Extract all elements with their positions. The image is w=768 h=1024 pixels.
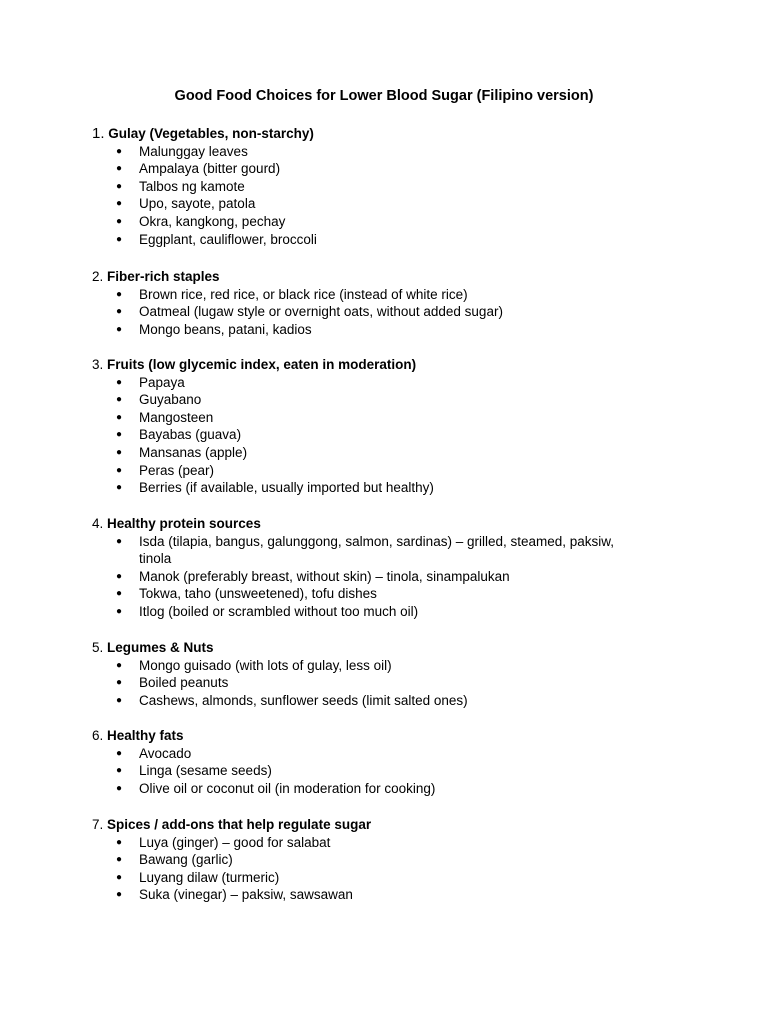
bullet-icon: ● bbox=[116, 765, 123, 777]
section-number: 7. bbox=[92, 817, 104, 832]
bullet-icon: ● bbox=[116, 570, 123, 582]
list-item-text: Luyang dilaw (turmeric) bbox=[139, 869, 280, 885]
list-item bbox=[92, 886, 639, 904]
list-item bbox=[92, 533, 639, 568]
section-4 bbox=[92, 515, 692, 621]
bullet-list bbox=[92, 657, 692, 710]
list-item bbox=[92, 213, 639, 231]
list-item-text: Oatmeal (lugaw style or overnight oats, without added sugar) bbox=[139, 304, 503, 320]
list-item-text: Avocado bbox=[139, 745, 192, 761]
list-item-text: Suka (vinegar) – paksiw, sawsawan bbox=[139, 887, 353, 903]
list-item-text: Bayabas (guava) bbox=[139, 427, 242, 443]
bullet-icon: ● bbox=[116, 163, 123, 175]
bullet-icon: ● bbox=[116, 836, 123, 848]
section-title: Fiber-rich staples bbox=[107, 269, 220, 284]
list-item bbox=[92, 585, 639, 603]
list-item-text: Guyabano bbox=[139, 392, 202, 408]
list-item bbox=[92, 426, 639, 444]
bullet-icon: ● bbox=[116, 233, 123, 245]
list-item bbox=[92, 780, 639, 798]
list-item-text: Eggplant, cauliflower, broccoli bbox=[139, 231, 317, 247]
section-heading bbox=[92, 816, 692, 834]
list-item bbox=[92, 391, 639, 409]
bullet-icon: ● bbox=[116, 394, 123, 406]
section-number: 4. bbox=[92, 516, 104, 531]
bullet-icon: ● bbox=[116, 889, 123, 901]
bullet-icon: ● bbox=[116, 411, 123, 423]
list-item-text: Isda (tilapia, bangus, galunggong, salmon, sardinas) – grilled, steamed, paksiw, tinola bbox=[139, 533, 615, 567]
section-number: 3. bbox=[92, 357, 104, 372]
list-item bbox=[92, 603, 639, 621]
list-item-text: Brown rice, red rice, or black rice (instead of white rice) bbox=[139, 286, 468, 302]
list-item-text: Malunggay leaves bbox=[139, 143, 248, 159]
list-item-text: Peras (pear) bbox=[139, 462, 215, 478]
list-item-text: Bawang (garlic) bbox=[139, 852, 233, 868]
section-heading bbox=[92, 639, 692, 657]
list-item-text: Olive oil or coconut oil (in moderation for cooking) bbox=[139, 780, 436, 796]
list-item-text: Talbos ng kamote bbox=[139, 178, 245, 194]
bullet-icon: ● bbox=[116, 747, 123, 759]
bullet-icon: ● bbox=[116, 782, 123, 794]
bullet-list bbox=[92, 533, 692, 621]
section-heading bbox=[92, 356, 692, 374]
bullet-icon: ● bbox=[116, 446, 123, 458]
list-item-text: Mansanas (apple) bbox=[139, 444, 248, 460]
list-item bbox=[92, 568, 639, 586]
list-item bbox=[92, 444, 639, 462]
section-title: Healthy protein sources bbox=[107, 516, 261, 531]
list-item bbox=[92, 143, 639, 161]
section-1 bbox=[92, 125, 692, 248]
section-number: 2. bbox=[92, 269, 104, 284]
bullet-icon: ● bbox=[116, 677, 123, 689]
bullet-icon: ● bbox=[116, 854, 123, 866]
bullet-icon: ● bbox=[116, 659, 123, 671]
section-3 bbox=[92, 356, 692, 497]
list-item bbox=[92, 160, 639, 178]
bullet-list bbox=[92, 745, 692, 798]
bullet-icon: ● bbox=[116, 215, 123, 227]
list-item bbox=[92, 834, 639, 852]
bullet-icon: ● bbox=[116, 871, 123, 883]
list-item-text: Linga (sesame seeds) bbox=[139, 763, 272, 779]
bullet-icon: ● bbox=[116, 306, 123, 318]
list-item bbox=[92, 374, 639, 392]
bullet-icon: ● bbox=[116, 588, 123, 600]
list-item bbox=[92, 286, 639, 304]
bullet-list bbox=[92, 834, 692, 904]
section-title: Legumes & Nuts bbox=[107, 640, 214, 655]
section-heading bbox=[92, 268, 692, 286]
list-item-text: Mongo guisado (with lots of gulay, less oil) bbox=[139, 657, 392, 673]
section-heading bbox=[92, 727, 692, 745]
section-title: Fruits (low glycemic index, eaten in moderation) bbox=[107, 357, 417, 372]
bullet-list bbox=[92, 143, 692, 249]
list-item-text: Boiled peanuts bbox=[139, 675, 229, 691]
list-item bbox=[92, 851, 639, 869]
section-5 bbox=[92, 639, 692, 709]
list-item-text: Cashews, almonds, sunflower seeds (limit salted ones) bbox=[139, 692, 468, 708]
list-item bbox=[92, 692, 639, 710]
list-item-text: Itlog (boiled or scrambled without too much oil) bbox=[139, 603, 419, 619]
list-item bbox=[92, 479, 639, 497]
list-item bbox=[92, 231, 639, 249]
list-item-text: Papaya bbox=[139, 374, 185, 390]
bullet-icon: ● bbox=[116, 288, 123, 300]
section-heading bbox=[92, 125, 692, 143]
list-item bbox=[92, 409, 639, 427]
list-item bbox=[92, 745, 639, 763]
bullet-icon: ● bbox=[116, 605, 123, 617]
list-item bbox=[92, 762, 639, 780]
bullet-list bbox=[92, 374, 692, 497]
list-item-text: Tokwa, taho (unsweetened), tofu dishes bbox=[139, 586, 377, 602]
bullet-icon: ● bbox=[116, 323, 123, 335]
bullet-icon: ● bbox=[116, 694, 123, 706]
section-number: 1. bbox=[92, 125, 105, 142]
section-heading bbox=[92, 515, 692, 533]
list-item-text: Ampalaya (bitter gourd) bbox=[139, 161, 281, 177]
list-item bbox=[92, 195, 639, 213]
bullet-icon: ● bbox=[116, 429, 123, 441]
section-title: Gulay (Vegetables, non-starchy) bbox=[108, 126, 314, 141]
list-item-text: Okra, kangkong, pechay bbox=[139, 213, 286, 229]
document-title: Good Food Choices for Lower Blood Sugar (Filipino version) bbox=[174, 88, 594, 104]
bullet-icon: ● bbox=[116, 376, 123, 388]
list-item bbox=[92, 303, 639, 321]
section-7 bbox=[92, 816, 692, 904]
list-item-text: Manok (preferably breast, without skin) – tinola, sinampalukan bbox=[139, 568, 510, 584]
section-title: Spices / add-ons that help regulate sugar bbox=[107, 817, 372, 832]
section-6 bbox=[92, 727, 692, 797]
bullet-icon: ● bbox=[116, 482, 123, 494]
bullet-icon: ● bbox=[116, 535, 123, 547]
list-item bbox=[92, 178, 639, 196]
list-item-text: Luya (ginger) – good for salabat bbox=[139, 834, 331, 850]
list-item-text: Mongo beans, patani, kadios bbox=[139, 321, 312, 337]
list-item-text: Upo, sayote, patola bbox=[139, 196, 256, 212]
list-item bbox=[92, 321, 639, 339]
bullet-icon: ● bbox=[116, 198, 123, 210]
bullet-list bbox=[92, 286, 692, 339]
list-item bbox=[92, 674, 639, 692]
section-2 bbox=[92, 268, 692, 338]
list-item bbox=[92, 657, 639, 675]
bullet-icon: ● bbox=[116, 180, 123, 192]
bullet-icon: ● bbox=[116, 464, 123, 476]
bullet-icon: ● bbox=[116, 145, 123, 157]
list-item bbox=[92, 869, 639, 887]
section-title: Healthy fats bbox=[107, 728, 184, 743]
section-number: 6. bbox=[92, 728, 104, 743]
section-number: 5. bbox=[92, 640, 104, 655]
list-item bbox=[92, 462, 639, 480]
list-item-text: Berries (if available, usually imported but healthy) bbox=[139, 480, 434, 496]
list-item-text: Mangosteen bbox=[139, 409, 214, 425]
